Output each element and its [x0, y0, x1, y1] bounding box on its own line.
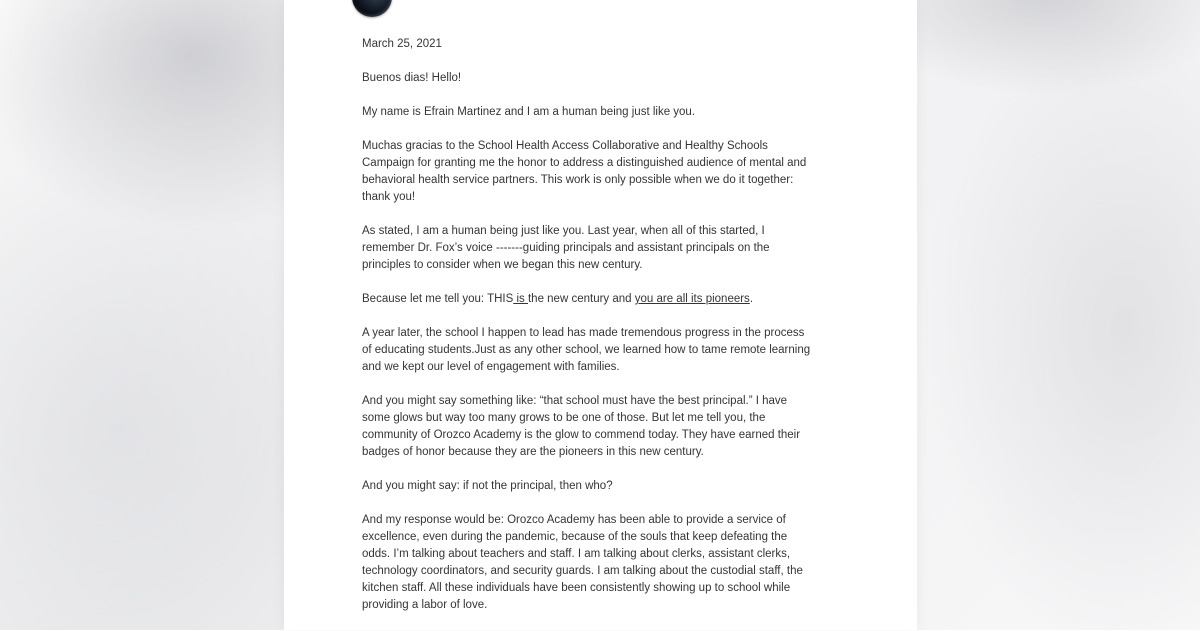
letter-line: March 25, 2021 [362, 38, 442, 50]
letter-line: behavioral health service partners. This work is only possible when we do it together: [362, 174, 794, 186]
letter-paragraph-as-stated [362, 223, 867, 274]
letter-line: My name is Efrain Martinez and I am a human being just like you. [362, 106, 696, 118]
profile-avatar-icon [352, 0, 392, 17]
letter-line: technology coordinators, and security guards. I am talking about the custodial staff, the [362, 565, 803, 577]
emphasis-suffix: . [749, 293, 754, 305]
letter-line: A year later, the school I happen to lead has made tremendous progress in the process [362, 327, 805, 339]
letter-intro [362, 104, 867, 121]
letter-line: badges of honor because they are the pioneers in this new century. [362, 446, 704, 458]
letter-paragraph-a-year-later [362, 325, 867, 376]
letter-line: odds. I’m talking about teachers and staff. I am talking about clerks, assistant clerks, [362, 548, 791, 560]
letter-line: Muchas gracias to the School Health Access Collaborative and Healthy Schools [362, 140, 768, 152]
letter-paragraph-best-principal [362, 393, 867, 461]
letter-paragraph-response [362, 512, 867, 614]
letter-line: And you might say something like: “that school must have the best principal.” I have [362, 395, 788, 407]
letter-greeting [362, 70, 867, 87]
letter-line: Campaign for granting me the honor to address a distinguished audience of mental and [362, 157, 807, 169]
letter-paragraph-thanks [362, 138, 867, 206]
letter-line: And you might say: if not the principal, then who? [362, 480, 613, 492]
letter-page [284, 0, 917, 630]
letter-line: community of Orozco Academy is the glow to commend today. They have earned their [362, 429, 801, 441]
letter-line: And my response would be: Orozco Academy has been able to provide a service of [362, 514, 786, 526]
emphasis-underlined-is: is [513, 293, 528, 305]
letter-line: of educating students.Just as any other school, we learned how to tame remote learning [362, 344, 811, 356]
emphasis-middle: the new century and [527, 293, 635, 305]
letter-emphasis-line [362, 291, 867, 308]
letter-question [362, 478, 867, 495]
emphasis-underlined-pioneers: you are all its pioneers [634, 293, 750, 305]
letter-line: principles to consider when we began this new century. [362, 259, 643, 271]
letter-line: kitchen staff. All these individuals have been consistently showing up to school while [362, 582, 791, 594]
letter-body [362, 36, 867, 631]
letter-line: excellence, even during the pandemic, because of the souls that keep defeating the [362, 531, 788, 543]
letter-line: providing a labor of love. [362, 599, 488, 611]
emphasis-prefix: Because let me tell you: THIS [362, 293, 514, 305]
letter-date [362, 36, 867, 53]
letter-line: remember Dr. Fox’s voice -------guiding principals and assistant principals on the [362, 242, 770, 254]
letter-line: some glows but way too many grows to be one of those. But let me tell you, the [362, 412, 766, 424]
letter-line: As stated, I am a human being just like you. Last year, when all of this started, I [362, 225, 765, 237]
letter-line: Buenos dias! Hello! [362, 72, 462, 84]
letter-line: and we kept our level of engagement with families. [362, 361, 620, 373]
letter-line: thank you! [362, 191, 416, 203]
